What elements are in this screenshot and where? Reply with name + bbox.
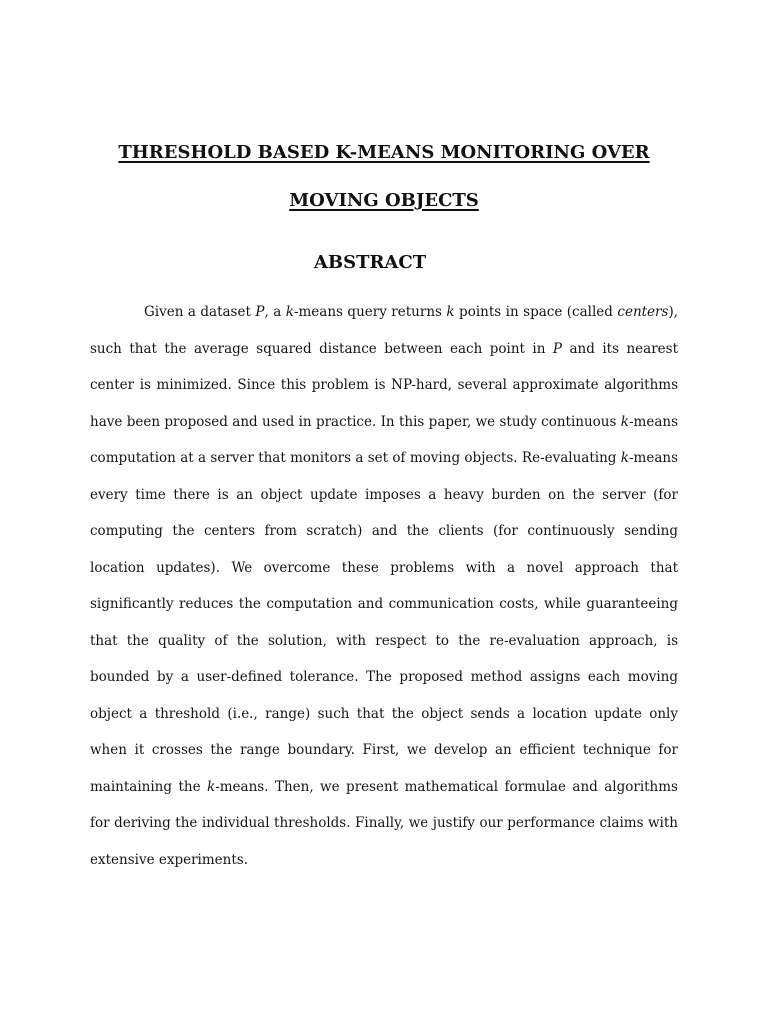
abstract-math-variable: P bbox=[552, 340, 562, 357]
abstract-paragraph bbox=[90, 294, 678, 878]
abstract-emphasis: centers bbox=[617, 304, 669, 320]
abstract-text: points in space (called bbox=[454, 304, 618, 320]
abstract-text: -means computation at a server that monitors a set of moving objects. Re-evaluating bbox=[90, 413, 678, 466]
abstract-text: and its nearest center is minimized. Since this problem is NP-hard, several approximate algorithms have been proposed and used in practice. In this paper, we study continuous bbox=[90, 340, 678, 430]
abstract-text: Given a dataset bbox=[144, 304, 256, 320]
abstract-math-variable: k bbox=[446, 304, 455, 320]
abstract-text: -means query returns bbox=[293, 304, 447, 320]
abstract-heading: ABSTRACT bbox=[313, 252, 427, 273]
abstract-text: -means every time there is an object update imposes a heavy burden on the server (for computing the centers from scratch) and the clients (for continuously sending location updates). We overcome these problems with a novel approach that significantly reduces the computation and communication costs, while guaranteeing that the quality of the solution, with respect to the re-evaluation approach, is bounded by a user-defined tolerance. The proposed method assigns each moving object a threshold (i.e., range) such that the object sends a location update only when it crosses the range boundary. First, we develop an efficient technique for maintaining the bbox=[90, 450, 678, 795]
abstract-math-variable: k bbox=[620, 413, 629, 430]
abstract-text: -means. Then, we present mathematical formulae and algorithms for deriving the individual thresholds. Finally, we justify our performance claims with extensive experiments. bbox=[90, 778, 678, 868]
abstract-math-variable: k bbox=[620, 450, 629, 466]
abstract-math-variable: P bbox=[255, 304, 265, 320]
abstract-text: , a bbox=[264, 304, 286, 320]
abstract-math-variable: k bbox=[285, 304, 294, 320]
document-title-line-2: MOVING OBJECTS bbox=[289, 190, 479, 211]
abstract-text: ), such that the average squared distance between each point in bbox=[90, 304, 678, 357]
document-title-line-1: THRESHOLD BASED K-MEANS MONITORING OVER bbox=[118, 142, 650, 163]
abstract-math-variable: k bbox=[207, 778, 216, 795]
